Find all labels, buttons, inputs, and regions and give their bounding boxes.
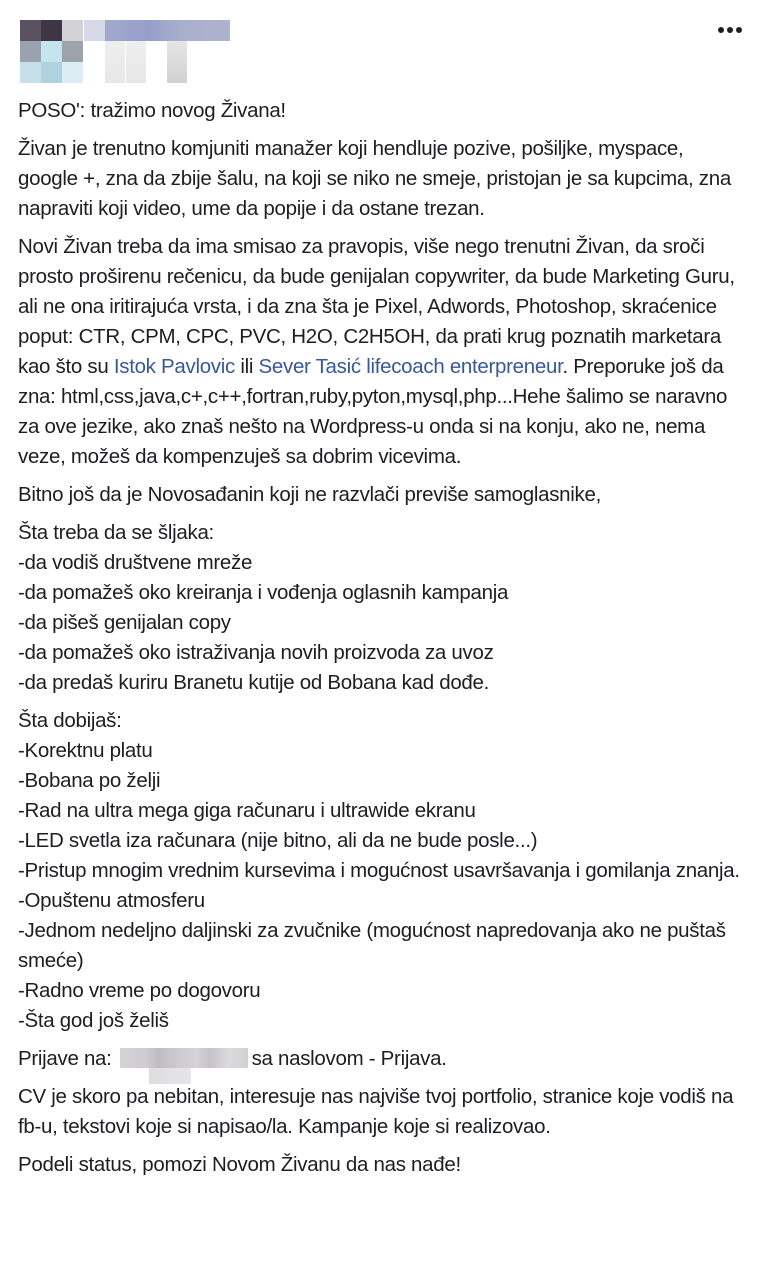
- task-item: -da pišeš genijalan copy: [18, 611, 231, 634]
- benefits-heading: Šta dobijaš:: [18, 709, 122, 732]
- task-item: -da pomažeš oko istraživanja novih proizvoda za uvoz: [18, 641, 494, 664]
- more-horizontal-icon: [718, 27, 724, 33]
- benefit-item: -Opuštenu atmosferu: [18, 889, 205, 912]
- mention-link-sever-tasic[interactable]: Sever Tasić lifecoach enterpreneur: [258, 355, 563, 378]
- post-meta-redacted: [167, 41, 187, 83]
- more-horizontal-icon: [727, 27, 733, 33]
- apply-line: [18, 1044, 748, 1074]
- avatar[interactable]: [20, 20, 84, 84]
- cv-note: CV je skoro pa nebitan, interesuje nas najviše tvoj portfolio, stranice koje vodiš na fb-u, tekstovi koje si napisao/la. Kampanje koje si realizovao.: [18, 1085, 734, 1138]
- tasks-heading: Šta treba da se šljaka:: [18, 521, 214, 544]
- closing-line: Podeli status, pomozi Novom Živanu da nas nađe!: [18, 1153, 461, 1176]
- apply-suffix: sa naslovom - Prijava.: [251, 1047, 447, 1070]
- author-name-redacted-part: [84, 20, 106, 41]
- paragraph-text: ili: [234, 355, 259, 378]
- post-paragraph-novosadjanin: Bitno još da je Novosađanin koji ne razvlači previše samoglasnike,: [18, 483, 601, 506]
- benefit-item: -Korektnu platu: [18, 739, 153, 762]
- benefit-item: -Šta god još želiš: [18, 1009, 169, 1032]
- benefit-item: -LED svetla iza računara (nije bitno, ali da ne bude posle...): [18, 829, 538, 852]
- benefit-item: -Bobana po želji: [18, 769, 161, 792]
- benefit-item: -Radno vreme po dogovoru: [18, 979, 261, 1002]
- author-name-redacted[interactable]: [105, 20, 230, 41]
- paragraph-text: . Preporuke još da zna: html,css,java,c+,c++,fortran,ruby,pyton,mysql,php...Hehe šalimo se naravno za ove jezike, ako znaš nešto na Wordpress-u onda si na konju, ako ne, nema veze, možeš da kompenzuješ sa dobrim vicevima.: [18, 355, 728, 468]
- more-horizontal-icon: [736, 27, 742, 33]
- apply-email-redacted: [120, 1048, 248, 1068]
- benefit-item: -Jednom nedeljno daljinski za zvučnike (mogućnost napredovanja ako ne puštaš smeće): [18, 919, 726, 972]
- more-options-button[interactable]: [712, 18, 748, 42]
- paragraph-text: Novi Živan treba da ima smisao za pravopis, više nego trenutni Živan, da sroči prosto proširenu rečenicu, da bude genijalan copywriter, da bude Marketing Guru, ali ne ona iritirajuća vrsta, i da zna šta je Pixel, Adwords, Photoshop, skraćenice poput: CTR, CPM, CPC, PVC, H2O, C2H5OH, da prati krug poznatih marketara kao što su: [18, 235, 735, 378]
- benefits-list: [18, 706, 748, 1036]
- post-title: POSO': tražimo novog Živana!: [18, 99, 286, 122]
- task-item: -da predaš kuriru Branetu kutije od Bobana kad dođe.: [18, 671, 490, 694]
- benefit-item: -Pristup mnogim vrednim kursevima i mogućnost usavršavanja i gomilanja znanja.: [18, 859, 740, 882]
- post-meta-redacted: [105, 41, 125, 83]
- task-item: -da pomažeš oko kreiranja i vođenja oglasnih kampanja: [18, 581, 509, 604]
- post-paragraph-new-zivan: [18, 232, 748, 472]
- apply-prefix: Prijave na:: [18, 1047, 112, 1070]
- task-item: -da vodiš društvene mreže: [18, 551, 253, 574]
- tasks-list: [18, 518, 748, 698]
- post-body: [18, 96, 748, 1188]
- mention-link-istok-pavlovic[interactable]: Istok Pavlovic: [113, 355, 235, 378]
- post-meta-redacted: [126, 41, 146, 83]
- post-header: [0, 0, 760, 90]
- post-paragraph-current-zivan: Živan je trenutno komjuniti manažer koji hendluje pozive, pošiljke, myspace, google +, zna da zbije šalu, na koji se niko ne smeje, pristojan je sa kupcima, zna napraviti koji video, ume da popije i da ostane trezan.: [18, 137, 731, 220]
- benefit-item: -Rad na ultra mega giga računaru i ultrawide ekranu: [18, 799, 476, 822]
